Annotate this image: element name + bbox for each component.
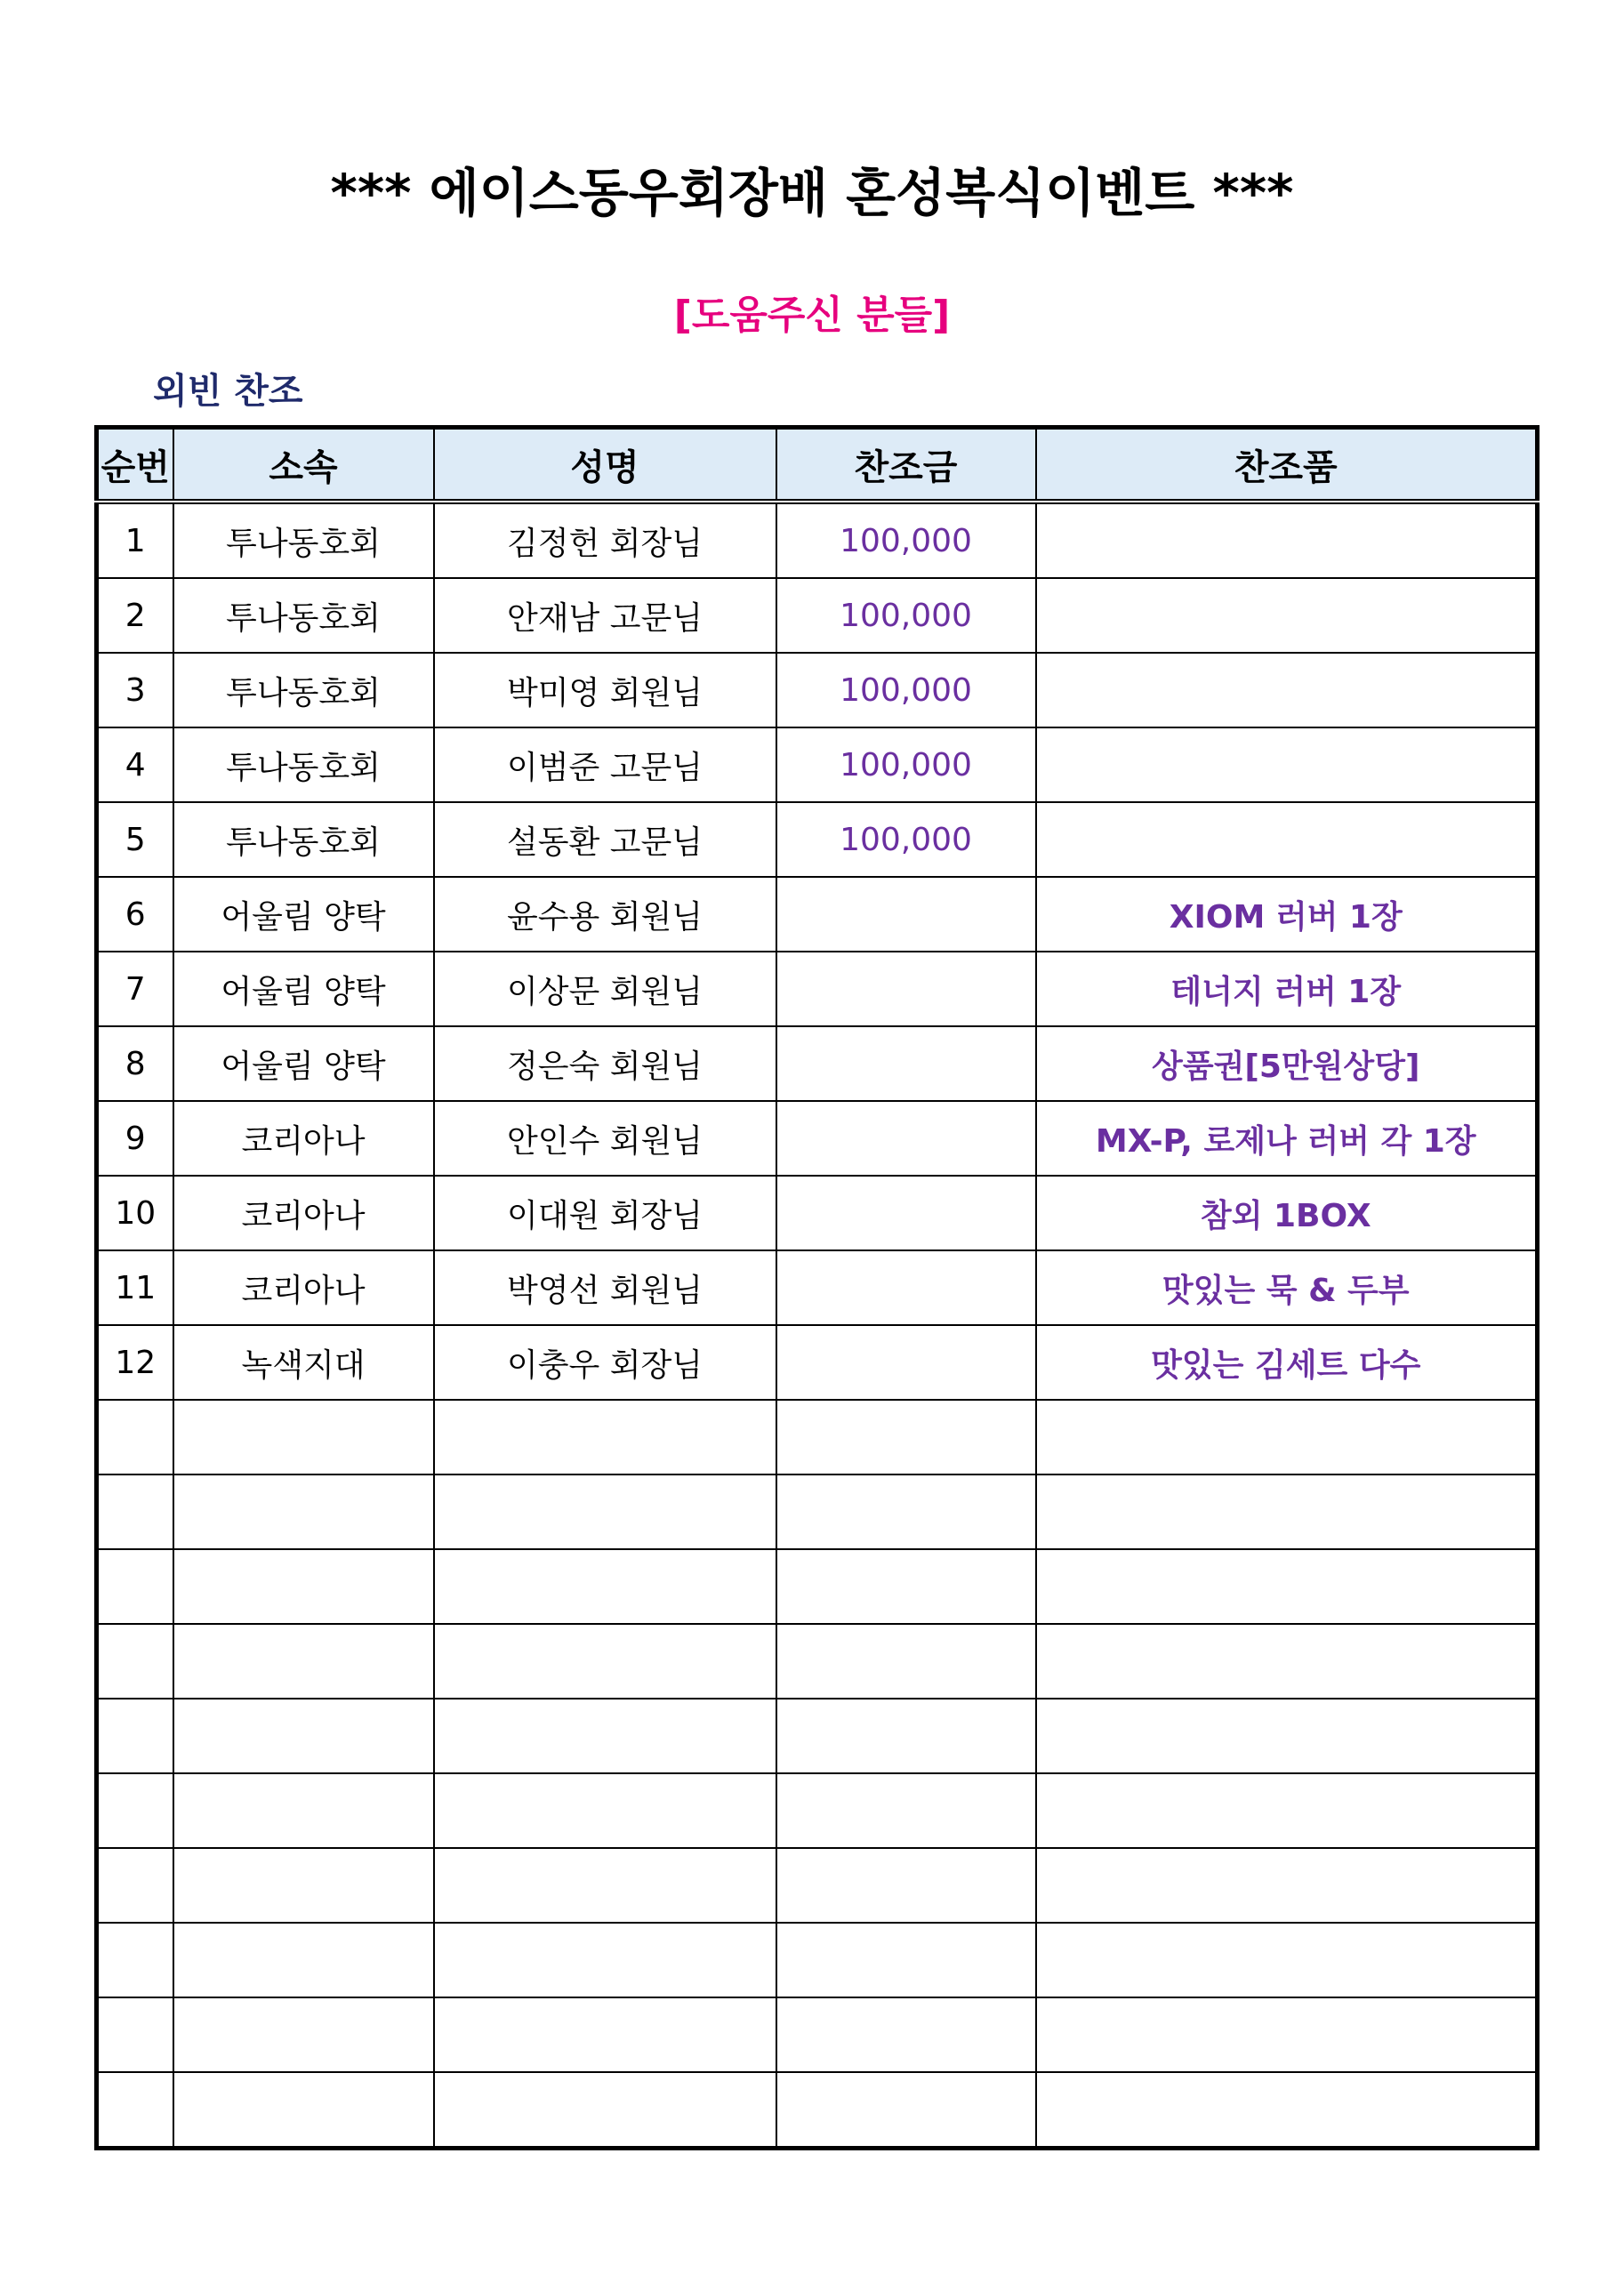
cell-gift <box>1036 1773 1538 1848</box>
cell-club: 어울림 양탁 <box>173 1026 434 1101</box>
cell-no: 4 <box>97 727 173 802</box>
header-name: 성명 <box>434 428 776 502</box>
cell-no: 9 <box>97 1101 173 1176</box>
cell-amount <box>776 2072 1036 2149</box>
section-label: 외빈 찬조 <box>153 371 303 412</box>
table-row <box>97 877 1538 952</box>
cell-name: 이충우 회장님 <box>434 1325 776 1400</box>
cell-amount <box>776 952 1036 1026</box>
cell-club <box>173 1773 434 1848</box>
cell-no <box>97 1699 173 1773</box>
header-no: 순번 <box>97 428 173 502</box>
cell-gift <box>1036 1624 1538 1699</box>
cell-no: 8 <box>97 1026 173 1101</box>
cell-amount <box>776 1026 1036 1101</box>
cell-name <box>434 1923 776 1997</box>
table-row <box>97 1325 1538 1400</box>
cell-no <box>97 1474 173 1549</box>
cell-club <box>173 1923 434 1997</box>
table-row <box>97 1176 1538 1250</box>
table-row <box>97 1773 1538 1848</box>
cell-gift <box>1036 727 1538 802</box>
table-row <box>97 1026 1538 1101</box>
cell-amount: 100,000 <box>776 578 1036 653</box>
cell-name <box>434 1400 776 1474</box>
table-row <box>97 1474 1538 1549</box>
cell-name: 이상문 회원님 <box>434 952 776 1026</box>
cell-club: 코리아나 <box>173 1176 434 1250</box>
cell-no: 2 <box>97 578 173 653</box>
table-row <box>97 952 1538 1026</box>
cell-amount <box>776 1176 1036 1250</box>
cell-club <box>173 2072 434 2149</box>
table-row <box>97 1400 1538 1474</box>
table-row <box>97 502 1538 578</box>
table-row <box>97 1997 1538 2072</box>
cell-club <box>173 1848 434 1923</box>
cell-no <box>97 1923 173 1997</box>
cell-name: 김정헌 회장님 <box>434 502 776 578</box>
cell-name: 박미영 회원님 <box>434 653 776 727</box>
cell-no: 5 <box>97 802 173 877</box>
cell-amount <box>776 1923 1036 1997</box>
cell-name: 안인수 회원님 <box>434 1101 776 1176</box>
table-row <box>97 727 1538 802</box>
cell-no <box>97 1848 173 1923</box>
cell-gift <box>1036 1400 1538 1474</box>
cell-gift: XIOM 러버 1장 <box>1036 877 1538 952</box>
cell-gift <box>1036 2072 1538 2149</box>
cell-gift: MX-P, 로제나 러버 각 1장 <box>1036 1101 1538 1176</box>
header-club: 소속 <box>173 428 434 502</box>
cell-no: 7 <box>97 952 173 1026</box>
cell-amount <box>776 1773 1036 1848</box>
cell-no <box>97 1549 173 1624</box>
cell-no: 10 <box>97 1176 173 1250</box>
cell-no <box>97 2072 173 2149</box>
cell-name <box>434 1997 776 2072</box>
cell-club: 투나동호회 <box>173 802 434 877</box>
header-gift: 찬조품 <box>1036 428 1538 502</box>
cell-gift: 테너지 러버 1장 <box>1036 952 1538 1026</box>
cell-amount <box>776 1699 1036 1773</box>
cell-name: 안재남 고문님 <box>434 578 776 653</box>
table-row <box>97 1549 1538 1624</box>
cell-name: 이대원 회장님 <box>434 1176 776 1250</box>
table-row <box>97 653 1538 727</box>
cell-name: 윤수용 회원님 <box>434 877 776 952</box>
cell-amount <box>776 877 1036 952</box>
cell-amount: 100,000 <box>776 802 1036 877</box>
cell-no <box>97 1997 173 2072</box>
document-subtitle: [도움주신 분들] <box>673 293 951 338</box>
cell-gift <box>1036 802 1538 877</box>
cell-gift <box>1036 578 1538 653</box>
document-title: *** 에이스동우회장배 혼성복식이벤트 *** <box>330 163 1294 223</box>
table-row <box>97 1250 1538 1325</box>
cell-club: 어울림 양탁 <box>173 877 434 952</box>
cell-club: 투나동호회 <box>173 578 434 653</box>
cell-amount <box>776 1250 1036 1325</box>
cell-amount <box>776 1624 1036 1699</box>
table-row <box>97 802 1538 877</box>
cell-gift <box>1036 1699 1538 1773</box>
cell-no: 3 <box>97 653 173 727</box>
cell-club <box>173 1400 434 1474</box>
cell-amount <box>776 1474 1036 1549</box>
table-row <box>97 1923 1538 1997</box>
cell-gift: 상품권[5만원상당] <box>1036 1026 1538 1101</box>
cell-club <box>173 1474 434 1549</box>
table-row <box>97 2072 1538 2149</box>
cell-name <box>434 1848 776 1923</box>
table-row <box>97 1624 1538 1699</box>
cell-club: 코리아나 <box>173 1250 434 1325</box>
cell-name <box>434 2072 776 2149</box>
table-row <box>97 1699 1538 1773</box>
table-row <box>97 578 1538 653</box>
cell-gift <box>1036 1923 1538 1997</box>
cell-gift <box>1036 1997 1538 2072</box>
cell-gift <box>1036 1848 1538 1923</box>
cell-amount <box>776 1549 1036 1624</box>
cell-gift <box>1036 653 1538 727</box>
cell-gift: 맛있는 김세트 다수 <box>1036 1325 1538 1400</box>
cell-amount: 100,000 <box>776 502 1036 578</box>
cell-club: 어울림 양탁 <box>173 952 434 1026</box>
cell-no: 1 <box>97 502 173 578</box>
cell-no: 11 <box>97 1250 173 1325</box>
cell-name: 박영선 회원님 <box>434 1250 776 1325</box>
sponsor-table <box>94 425 1540 2150</box>
cell-club: 투나동호회 <box>173 502 434 578</box>
header-row <box>97 428 1538 502</box>
cell-gift <box>1036 1474 1538 1549</box>
cell-no: 12 <box>97 1325 173 1400</box>
header-amount: 찬조금 <box>776 428 1036 502</box>
cell-club: 투나동호회 <box>173 727 434 802</box>
cell-club <box>173 1549 434 1624</box>
table-row <box>97 1101 1538 1176</box>
cell-club <box>173 1624 434 1699</box>
cell-name <box>434 1624 776 1699</box>
cell-name <box>434 1773 776 1848</box>
cell-name: 설동환 고문님 <box>434 802 776 877</box>
cell-gift <box>1036 1549 1538 1624</box>
cell-amount <box>776 1848 1036 1923</box>
cell-club: 투나동호회 <box>173 653 434 727</box>
cell-no: 6 <box>97 877 173 952</box>
cell-club: 녹색지대 <box>173 1325 434 1400</box>
cell-no <box>97 1400 173 1474</box>
cell-name: 이범준 고문님 <box>434 727 776 802</box>
cell-amount: 100,000 <box>776 653 1036 727</box>
cell-name: 정은숙 회원님 <box>434 1026 776 1101</box>
cell-gift <box>1036 502 1538 578</box>
cell-amount <box>776 1325 1036 1400</box>
cell-club: 코리아나 <box>173 1101 434 1176</box>
cell-amount: 100,000 <box>776 727 1036 802</box>
cell-amount <box>776 1101 1036 1176</box>
cell-no <box>97 1624 173 1699</box>
cell-amount <box>776 1997 1036 2072</box>
cell-name <box>434 1474 776 1549</box>
cell-amount <box>776 1400 1036 1474</box>
cell-club <box>173 1997 434 2072</box>
cell-gift: 맛있는 묵 & 두부 <box>1036 1250 1538 1325</box>
cell-name <box>434 1699 776 1773</box>
table-row <box>97 1848 1538 1923</box>
cell-no <box>97 1773 173 1848</box>
cell-name <box>434 1549 776 1624</box>
cell-gift: 참외 1BOX <box>1036 1176 1538 1250</box>
cell-club <box>173 1699 434 1773</box>
